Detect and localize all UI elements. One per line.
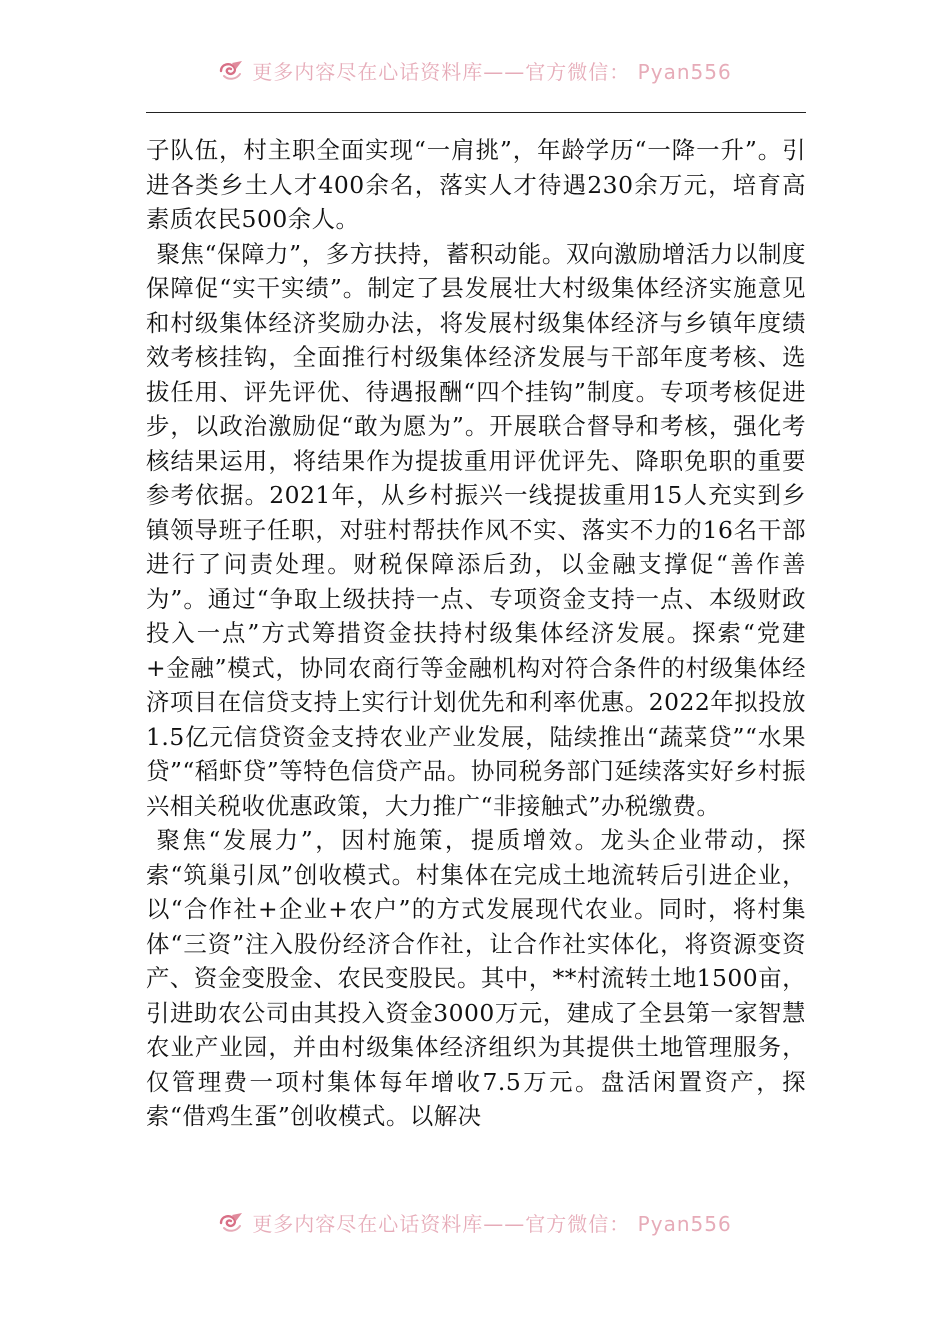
paragraph-2: 聚焦“保障力”，多方扶持，蓄积动能。双向激励增活力以制度保障促“实干实绩”。制定了县发展壮大村级集体经济实施意见和村级集体经济奖励办法，将发展村级集体经济与乡镇年度绩效考核挂钩，全面推行村级集体经济发展与干部年度考核、选拔任用、评先评优、待遇报酬“四个挂钩”制度。专项考核促进步，以政治激励促“敢为愿为”。开展联合督导和考核，强化考核结果运用，将结果作为提拔重用评优评先、降职免职的重要参考依据。2021年，从乡村振兴一线提拔重用15人充实到乡镇领导班子任职，对驻村帮扶作风不实、落实不力的16名干部进行了问责处理。财税保障添后劲，以金融支撑促“善作善为”。通过“争取上级扶持一点、专项资金支持一点、本级财政投入一点”方式筹措资金扶持村级集体经济发展。探索“党建+金融”模式，协同农商行等金融机构对符合条件的村级集体经济项目在信贷支持上实行计划优先和利率优惠。2022年拟投放1.5亿元信贷资金支持农业产业发展，陆续推出“蔬菜贷”“水果贷”“稻虾贷”等特色信贷产品。协同税务部门延续落实好乡村振兴相关税收优惠政策，大力推广“非接触式”办税缴费。 [146, 239, 806, 820]
footer-watermark [0, 1207, 950, 1237]
header-watermark [0, 55, 950, 85]
document-body [146, 133, 806, 1134]
watermark-text: 更多内容尽在心话资料库——官方微信： Pyan556 [252, 1211, 732, 1236]
swirl-logo-icon [218, 1211, 244, 1233]
paragraph-1: 子队伍，村主职全面实现“一肩挑”，年龄学历“一降一升”。引进各类乡土人才400余名，落实人才待遇230余万元，培育高素质农民500余人。 [146, 136, 806, 233]
swirl-logo-icon [218, 59, 244, 81]
paragraph-3: 聚焦“发展力”，因村施策，提质增效。龙头企业带动，探索“筑巢引凤”创收模式。村集体在完成土地流转后引进企业，以“合作社+企业+农户”的方式发展现代农业。同时，将村集体“三资”注入股份经济合作社，让合作社实体化，将资源变资产、资金变股金、农民变股民。其中，**村流转土地1500亩，引进助农公司由其投入资金3000万元，建成了全县第一家智慧农业产业园，并由村级集体经济组织为其提供土地管理服务，仅管理费一项村集体每年增收7.5万元。盘活闲置资产，探索“借鸡生蛋”创收模式。以解决 [146, 826, 806, 1130]
header-divider [146, 112, 806, 113]
watermark-text: 更多内容尽在心话资料库——官方微信： Pyan556 [252, 59, 732, 84]
